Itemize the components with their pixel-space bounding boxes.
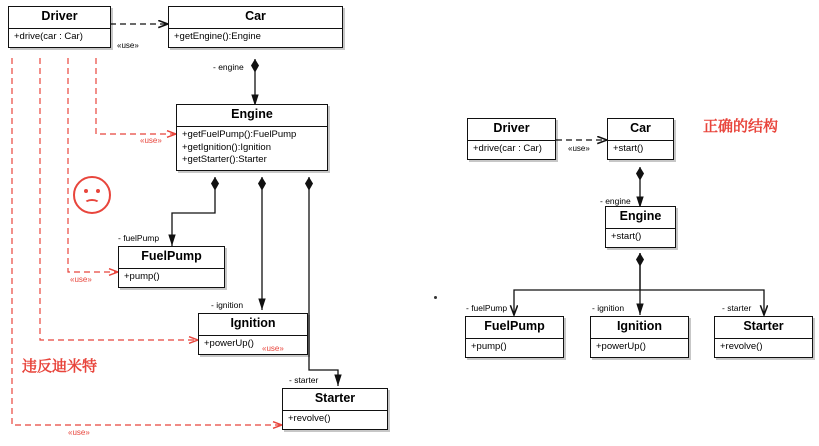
violation-note-left: 违反迪米特 [22,358,98,375]
class-name: Starter [715,317,812,339]
class-operations [283,411,387,429]
edge-label-engine-ignition-role-left: - ignition [211,300,244,310]
class-operations [591,339,688,357]
class-name: Starter [283,389,387,411]
class-box-fuelpump-right[interactable] [465,316,564,358]
class-name: Driver [468,119,555,141]
class-name: FuelPump [119,247,224,269]
edge-label-driver-ignition-use-left: «use» [262,344,284,353]
class-box-starter-left[interactable] [282,388,388,430]
class-box-ignition-left[interactable] [198,313,308,355]
edge-label-engine-ignition-role-right: - ignition [592,303,625,313]
operation: +powerUp() [204,337,254,349]
class-box-fuelpump-left[interactable] [118,246,225,288]
operation: +revolve() [288,412,331,424]
class-operations [169,29,342,47]
class-operations [468,141,555,159]
edge-label-engine-starter-role-left: - starter [289,375,319,385]
class-name: Ignition [591,317,688,339]
operation: +getFuelPump():FuelPump [182,128,297,140]
class-operations [606,229,675,247]
class-operations [466,339,563,357]
decorative-dot [434,296,437,299]
class-box-engine-left[interactable] [176,104,328,171]
class-operations [199,336,307,354]
operation: +getStarter():Starter [182,154,267,166]
operation: +pump() [471,340,507,352]
class-name: FuelPump [466,317,563,339]
edge-label-engine-starter-role-right: - starter [722,303,752,313]
edge-label-engine-fuelpump-role-left: - fuelPump [118,233,160,243]
class-name: Engine [606,207,675,229]
edge-label-engine-fuelpump-role-right: - fuelPump [466,303,508,313]
class-name: Driver [9,7,110,29]
edge-label-driver-car-use-right: «use» [568,144,590,153]
operation: +start() [611,230,642,242]
class-box-starter-right[interactable] [714,316,813,358]
edge-label-driver-engine-use-left: «use» [140,136,162,145]
class-operations [177,127,327,170]
operation: +getIgnition():Ignition [182,141,271,153]
edge-label-driver-fuelpump-use-left: «use» [70,275,92,284]
class-name: Car [169,7,342,29]
operation: +start() [613,142,644,154]
class-operations [9,29,110,47]
class-box-engine-right[interactable] [605,206,676,248]
operation: +pump() [124,270,160,282]
operation: +powerUp() [596,340,646,352]
edge-label-driver-car-use-left: «use» [117,41,139,50]
edge-label-driver-starter-use-left: «use» [68,428,90,437]
class-name: Engine [177,105,327,127]
class-operations [715,339,812,357]
class-box-driver-right[interactable] [467,118,556,160]
operation: +getEngine():Engine [174,30,261,42]
operation: +revolve() [720,340,763,352]
class-box-car-left[interactable] [168,6,343,48]
class-name: Ignition [199,314,307,336]
class-name: Car [608,119,673,141]
class-operations [119,269,224,287]
sad-face-icon [73,176,111,214]
class-box-driver-left[interactable] [8,6,111,48]
class-box-car-right[interactable] [607,118,674,160]
operation: +drive(car : Car) [473,142,542,154]
operation: +drive(car : Car) [14,30,83,42]
class-operations [608,141,673,159]
class-box-ignition-right[interactable] [590,316,689,358]
correct-structure-note-right: 正确的结构 [703,118,779,135]
edge-label-car-engine-role-left: - engine [213,62,244,72]
edge-label-car-engine-role-right: - engine [600,196,631,206]
